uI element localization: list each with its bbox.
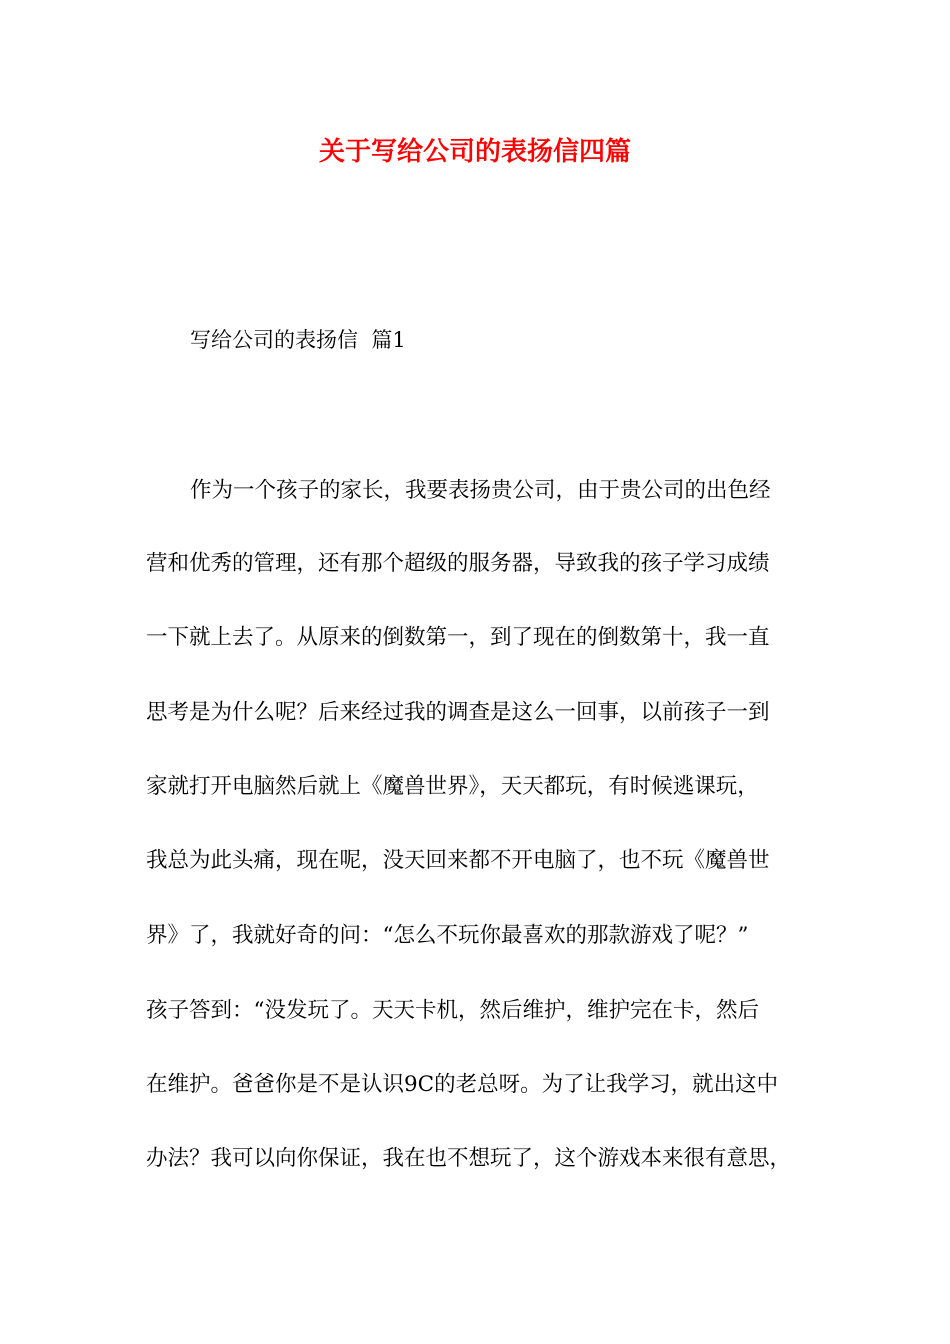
paragraph-line: 一下就上去了。从原来的倒数第一，到了现在的倒数第十，我一直: [146, 625, 770, 650]
paragraph-line: 家就打开电脑然后就上《魔兽世界》，天天都玩，有时候逃课玩，: [146, 774, 759, 799]
paragraph-line: 界》了，我就好奇的问：“怎么不玩你最喜欢的那款游戏了呢？”: [146, 923, 749, 948]
paragraph-line: 办法？我可以向你保证，我在也不想玩了，这个游戏本来很有意思，: [146, 1146, 792, 1171]
document-title: 关于写给公司的表扬信四篇: [318, 137, 631, 167]
paragraph-line: 孩子答到：“没发玩了。天天卡机，然后维护，维护完在卡，然后: [146, 998, 759, 1023]
paragraph-line: 作为一个孩子的家长，我要表扬贵公司，由于贵公司的出色经: [190, 478, 771, 503]
section-heading: 写给公司的表扬信 篇1: [190, 328, 406, 352]
paragraph-line: 思考是为什么呢？后来经过我的调查是这么一回事，以前孩子一到: [146, 700, 770, 725]
paragraph-line: 营和优秀的管理，还有那个超级的服务器，导致我的孩子学习成绩: [146, 551, 770, 576]
paragraph-line: 在维护。爸爸你是不是认识9C的老总呀。为了让我学习，就出这中: [146, 1072, 779, 1097]
paragraph-line: 我总为此头痛，现在呢，没天回来都不开电脑了，也不玩《魔兽世: [146, 848, 770, 873]
